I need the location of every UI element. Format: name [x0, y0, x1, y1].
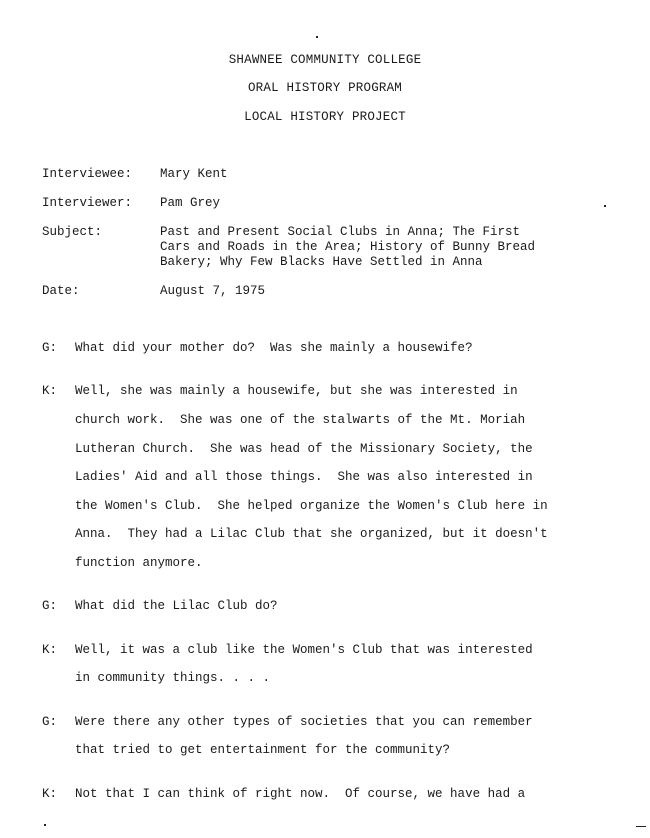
subject-line: Past and Present Social Clubs in Anna; The First: [160, 225, 521, 239]
transcript-line: function anymore.: [75, 556, 203, 570]
scan-mark: [636, 826, 646, 827]
scan-speck: [604, 205, 606, 207]
speaker-tag: K:: [42, 643, 58, 657]
interviewer-label: Interviewer:: [42, 196, 133, 210]
transcript-line: Were there any other types of societies that you can remember: [75, 715, 533, 729]
speaker-tag: G:: [42, 715, 58, 729]
speaker-tag: G:: [42, 599, 58, 613]
speaker-tag: K:: [42, 384, 58, 398]
speaker-tag: K:: [42, 787, 58, 801]
interviewer-value: Pam Grey: [160, 196, 221, 210]
transcript-line: Well, she was mainly a housewife, but she was interested in: [75, 384, 518, 398]
subject-line: Bakery; Why Few Blacks Have Settled in Anna: [160, 255, 483, 269]
scan-speck: [44, 824, 46, 826]
transcript-line: that tried to get entertainment for the community?: [75, 743, 451, 757]
program-heading: ORAL HISTORY PROGRAM: [247, 81, 403, 95]
interviewee-label: Interviewee:: [42, 167, 133, 181]
transcript-line: Not that I can think of right now. Of course, we have had a: [75, 787, 526, 801]
date-label: Date:: [42, 284, 80, 298]
transcript-line: Ladies' Aid and all those things. She was also interested in: [75, 470, 533, 484]
transcript-line: Lutheran Church. She was head of the Missionary Society, the: [75, 442, 533, 456]
transcript-line: What did the Lilac Club do?: [75, 599, 278, 613]
transcript-line: What did your mother do? Was she mainly a housewife?: [75, 341, 473, 355]
subject-line: Cars and Roads in the Area; History of Bunny Bread: [160, 240, 536, 254]
project-heading: LOCAL HISTORY PROJECT: [244, 110, 406, 124]
speaker-tag: G:: [42, 341, 58, 355]
institution-heading: SHAWNEE COMMUNITY COLLEGE: [228, 53, 422, 67]
transcript-line: Anna. They had a Lilac Club that she organized, but it doesn't: [75, 527, 548, 541]
transcript-line: Well, it was a club like the Women's Club that was interested: [75, 643, 533, 657]
interviewee-value: Mary Kent: [160, 167, 228, 181]
transcript-line: the Women's Club. She helped organize the Women's Club here in: [75, 499, 548, 513]
date-value: August 7, 1975: [160, 284, 266, 298]
scan-speck: [316, 36, 318, 38]
subject-label: Subject:: [42, 225, 103, 239]
transcript-line: church work. She was one of the stalwarts of the Mt. Moriah: [75, 413, 526, 427]
transcript-line: in community things. . . .: [75, 671, 271, 685]
